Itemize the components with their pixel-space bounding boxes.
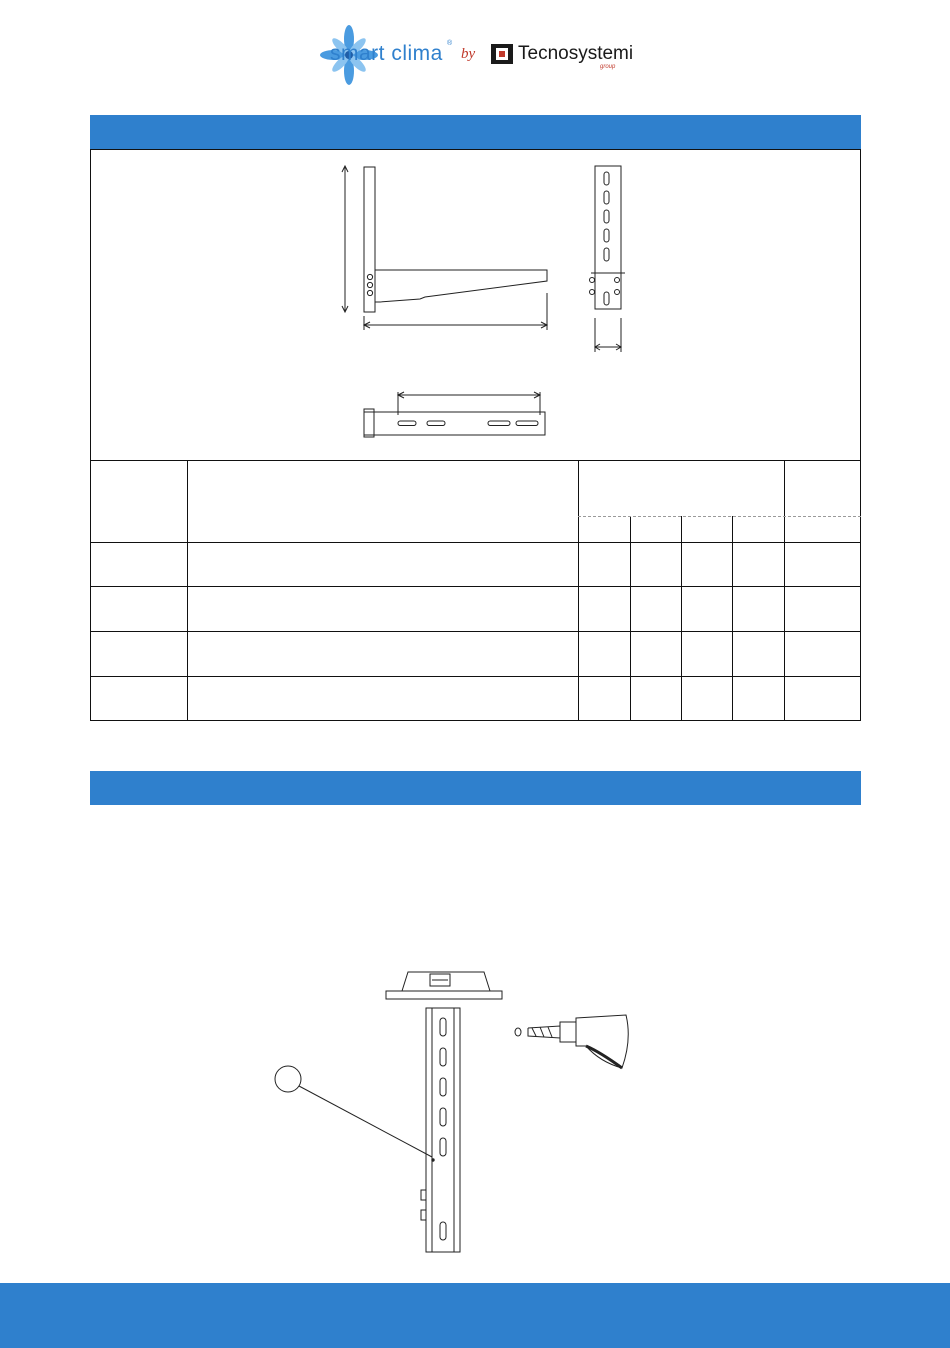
company-name: Tecnosystemi [518,43,634,64]
callout-circle [275,1066,301,1092]
callout-leader-line [299,1086,432,1157]
registered-mark: ® [447,40,453,47]
wall-bracket-icon [421,1008,460,1252]
product-name: smart clima [330,42,443,65]
spirit-level-icon [386,972,502,999]
by-connector: by [461,46,476,62]
power-drill-icon [515,1015,628,1068]
footer-bar [0,1283,950,1348]
company-sub: group [600,64,616,70]
